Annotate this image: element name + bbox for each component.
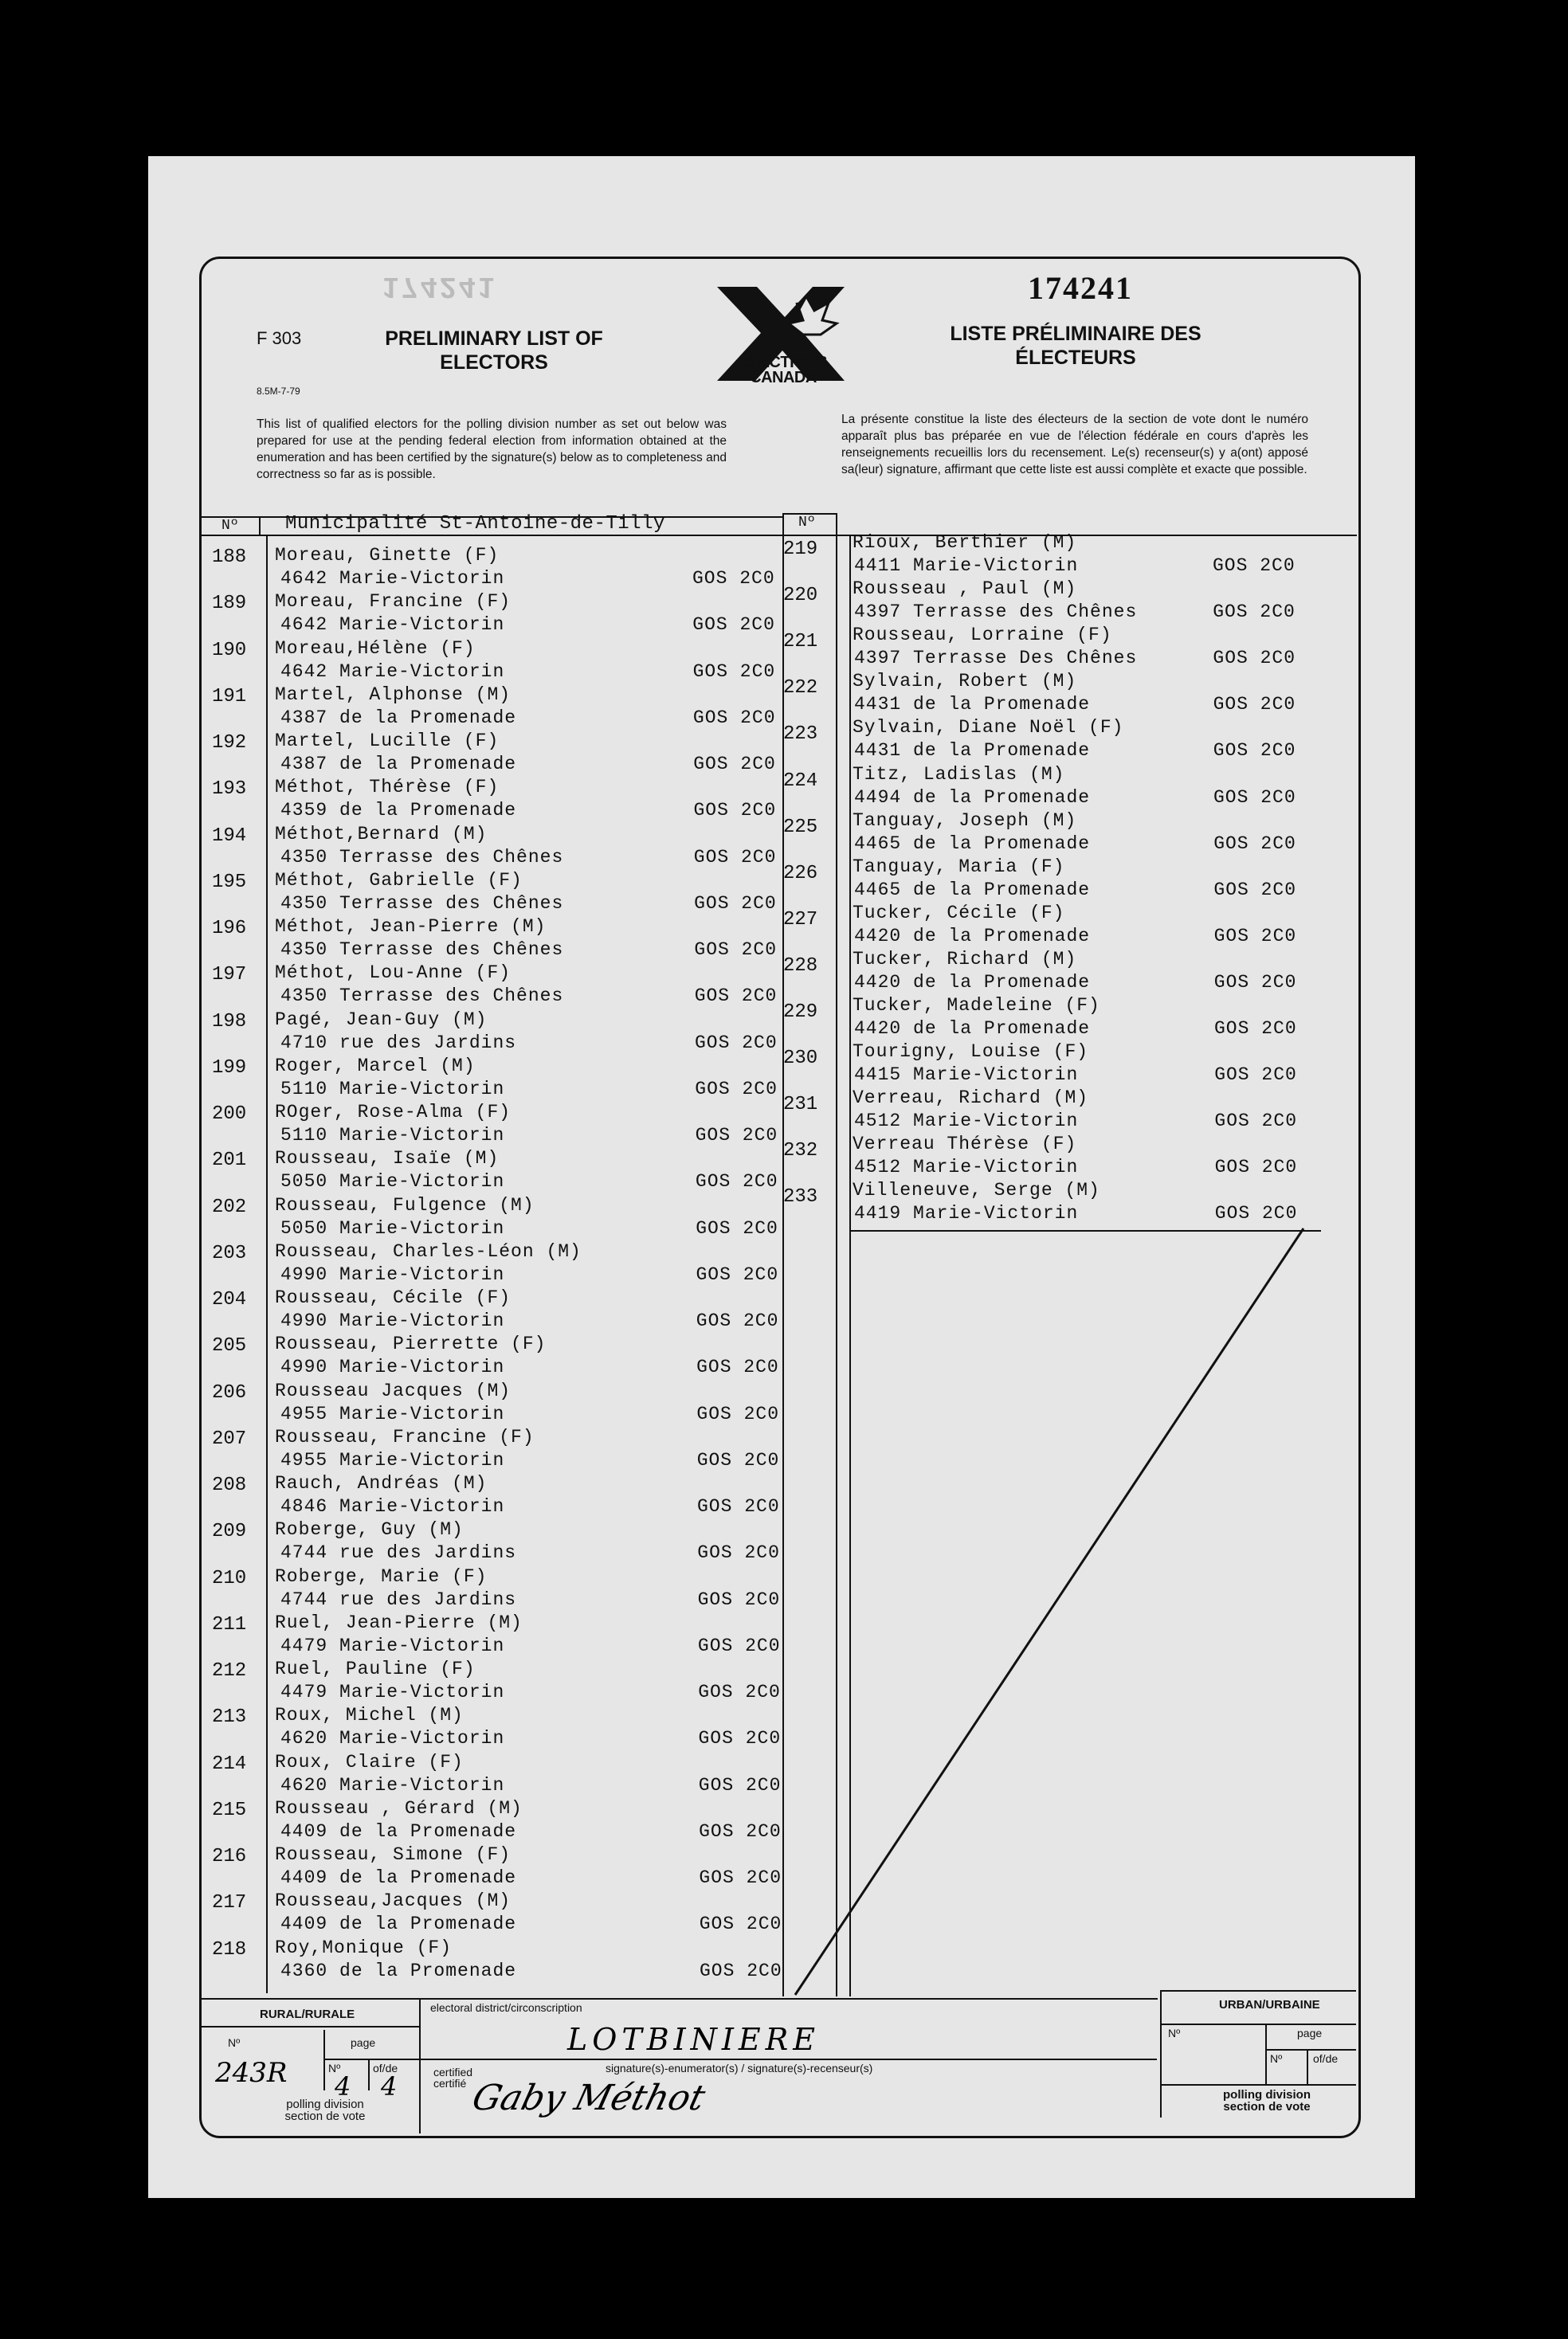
elector-address: 4411 Marie-Victorin xyxy=(854,555,1079,576)
postal-code: GOS 2C0 xyxy=(692,614,775,636)
elector-address: 4744 rue des Jardins xyxy=(280,1542,517,1564)
rural-page-divider xyxy=(368,2059,370,2090)
elector-number: 222 xyxy=(783,677,818,699)
urban-box-bottom-line xyxy=(1162,2084,1356,2086)
elector-name: Roger, Marcel (M) xyxy=(275,1055,476,1076)
elector-name: Villeneuve, Serge (M) xyxy=(853,1180,1100,1201)
elector-address: 4744 rue des Jardins xyxy=(280,1589,517,1610)
void-diagonal-line xyxy=(789,1224,1331,2004)
postal-code: GOS 2C0 xyxy=(1213,694,1296,715)
postal-code: GOS 2C0 xyxy=(698,1728,782,1749)
elector-address: 4465 de la Promenade xyxy=(854,833,1091,854)
postal-code: GOS 2C0 xyxy=(696,1311,779,1331)
elector-name: Rousseau, Fulgence (M) xyxy=(275,1194,535,1216)
elector-address: 4620 Marie-Victorin xyxy=(280,1728,505,1749)
elector-address: 4350 Terrasse des Chênes xyxy=(280,892,564,914)
serial-stamp: 174241 xyxy=(382,272,498,304)
title-fr: LISTE PRÉLIMINAIRE DES ÉLECTEURS xyxy=(950,323,1201,369)
elector-name: Titz, Ladislas (M) xyxy=(853,763,1065,785)
elector-address: 4512 Marie-Victorin xyxy=(854,1157,1079,1178)
postal-code: GOS 2C0 xyxy=(693,754,776,774)
elector-address: 4642 Marie-Victorin xyxy=(280,614,505,636)
elector-address: 4990 Marie-Victorin xyxy=(280,1311,505,1331)
elector-number: 211 xyxy=(212,1613,247,1636)
elector-name: Roberge, Marie (F) xyxy=(275,1565,488,1587)
elector-number: 230 xyxy=(783,1048,818,1070)
elector-number: 226 xyxy=(783,862,818,884)
elector-number: 229 xyxy=(783,1001,818,1023)
postal-code: GOS 2C0 xyxy=(692,660,776,682)
district-label: electoral district/circonscription xyxy=(430,2001,582,2014)
elector-name: Tanguay, Joseph (M) xyxy=(853,809,1077,831)
elector-number: 205 xyxy=(212,1335,247,1358)
elector-name: Ruel, Jean-Pierre (M) xyxy=(275,1612,523,1633)
postal-code: GOS 2C0 xyxy=(695,1125,778,1146)
elector-name: Rousseau , Paul (M) xyxy=(853,578,1077,600)
elector-address: 4420 de la Promenade xyxy=(854,1018,1091,1039)
postal-code: GOS 2C0 xyxy=(1214,1157,1298,1178)
notice-en: This list of qualified electors for the polling division number as set out below was prepared for use at the pending federal election from information obtained at the enumeration and has been certified by the signature(s) below as to completeness and correctness so far as is possible. xyxy=(257,417,727,481)
elector-name: Tucker, Madeleine (F) xyxy=(853,995,1100,1016)
elector-address: 4846 Marie-Victorin xyxy=(280,1496,505,1517)
elector-address: 4494 de la Promenade xyxy=(854,786,1091,808)
elector-name: Roux, Michel (M) xyxy=(275,1705,464,1726)
elector-address: 4409 de la Promenade xyxy=(280,1914,517,1935)
postal-code: GOS 2C0 xyxy=(1213,740,1296,762)
elector-name: Méthot, Thérèse (F) xyxy=(275,777,500,798)
elector-number: 191 xyxy=(212,685,247,707)
elector-number: 206 xyxy=(212,1381,247,1404)
elector-number: 209 xyxy=(212,1521,247,1543)
urban-box-left-line xyxy=(1160,1990,1162,2118)
urban-page-label: page xyxy=(1297,2027,1323,2039)
postal-code: GOS 2C0 xyxy=(696,1403,780,1424)
postal-code: GOS 2C0 xyxy=(694,892,777,914)
postal-code: GOS 2C0 xyxy=(696,1264,779,1285)
district-value: LOTBINIERE xyxy=(567,2022,821,2057)
elector-address: 4479 Marie-Victorin xyxy=(280,1682,505,1702)
elector-address: 4990 Marie-Victorin xyxy=(280,1264,505,1285)
postal-code: GOS 2C0 xyxy=(695,1078,778,1099)
elector-number: 231 xyxy=(783,1094,818,1116)
elector-number: 189 xyxy=(212,593,247,615)
elector-address: 4360 de la Promenade xyxy=(280,1960,517,1981)
elector-number: 188 xyxy=(212,547,247,568)
postal-code: GOS 2C0 xyxy=(697,1635,781,1656)
elector-name: Rousseau, Simone (F) xyxy=(275,1844,512,1865)
postal-code: GOS 2C0 xyxy=(1213,555,1296,576)
elector-number: 196 xyxy=(212,918,247,939)
postal-code: GOS 2C0 xyxy=(1214,1018,1297,1039)
postal-code: GOS 2C0 xyxy=(696,1217,778,1239)
enumerator-signature: Gaby Méthot xyxy=(468,2078,710,2118)
elector-number: 223 xyxy=(783,723,818,746)
postal-code: GOS 2C0 xyxy=(696,1449,780,1471)
elector-address: 4419 Marie-Victorin xyxy=(854,1203,1079,1224)
elector-number: 192 xyxy=(212,732,247,754)
rural-box-right-line xyxy=(419,1998,421,2133)
elector-number: 200 xyxy=(212,1103,247,1125)
postal-code: GOS 2C0 xyxy=(692,707,776,728)
elector-name: Rousseau, Charles-Léon (M) xyxy=(275,1240,582,1262)
elector-address: 4955 Marie-Victorin xyxy=(280,1449,505,1471)
rural-page-of: 4 xyxy=(381,2071,398,2102)
postal-code: GOS 2C0 xyxy=(1213,601,1296,623)
postal-code: GOS 2C0 xyxy=(1214,1111,1298,1132)
postal-code: GOS 2C0 xyxy=(693,846,777,868)
left-number-column-line xyxy=(259,516,261,535)
urban-of-label: of/de xyxy=(1313,2052,1339,2065)
elector-name: ROger, Rose-Alma (F) xyxy=(275,1102,512,1122)
elector-address: 4420 de la Promenade xyxy=(854,925,1091,946)
postal-code: GOS 2C0 xyxy=(699,1914,782,1935)
elector-name: Martel, Alphonse (M) xyxy=(275,684,512,705)
elector-address: 4359 de la Promenade xyxy=(280,800,517,821)
urban-label: URBAN/URBAINE xyxy=(1219,1998,1320,2012)
elector-number: 215 xyxy=(212,1799,247,1821)
elector-number: 195 xyxy=(212,871,247,893)
elector-address: 4990 Marie-Victorin xyxy=(280,1357,505,1378)
elector-number: 202 xyxy=(212,1196,247,1218)
postal-code: GOS 2C0 xyxy=(1214,1203,1298,1224)
elector-name: Rousseau, Pierrette (F) xyxy=(275,1334,547,1355)
elector-name: Pagé, Jean-Guy (M) xyxy=(275,1009,488,1030)
elector-number: 201 xyxy=(212,1150,247,1172)
elector-address: 4512 Marie-Victorin xyxy=(854,1111,1079,1132)
elector-address: 4620 Marie-Victorin xyxy=(280,1774,505,1796)
elector-address: 5050 Marie-Victorin xyxy=(280,1171,505,1193)
elector-name: Rousseau, Francine (F) xyxy=(275,1426,535,1448)
elector-name: Méthot,Bernard (M) xyxy=(275,823,488,844)
postal-code: GOS 2C0 xyxy=(1213,786,1296,808)
rural-page-label: page xyxy=(351,2036,376,2049)
postal-code: GOS 2C0 xyxy=(698,1682,781,1702)
elector-name: Rousseau,Jacques (M) xyxy=(275,1890,512,1912)
rural-no-label: Nº xyxy=(228,2036,241,2049)
rural-polling-label: polling division section de vote xyxy=(284,2098,366,2123)
elector-address: 5110 Marie-Victorin xyxy=(280,1078,505,1099)
certified-label: certified certifié xyxy=(433,2066,473,2090)
elector-number: 217 xyxy=(212,1892,247,1914)
elector-address: 4415 Marie-Victorin xyxy=(854,1064,1079,1086)
elector-address: 4387 de la Promenade xyxy=(280,754,517,774)
elector-address: 4479 Marie-Victorin xyxy=(280,1635,505,1656)
form-code: F 303 xyxy=(257,328,302,348)
postal-code: GOS 2C0 xyxy=(695,1032,778,1053)
elector-name: Méthot, Lou-Anne (F) xyxy=(275,962,512,984)
list-header-number-right: Nº xyxy=(798,515,816,531)
elector-name: Rauch, Andréas (M) xyxy=(275,1473,488,1494)
municipality: Municipalité St-Antoine-de-Tilly xyxy=(285,513,665,535)
elector-address: 4642 Marie-Victorin xyxy=(280,660,505,682)
postal-code: GOS 2C0 xyxy=(694,985,778,1007)
footer-top-line xyxy=(202,1998,1158,2000)
elector-number: 221 xyxy=(783,631,818,653)
rural-division-number: 243R xyxy=(215,2057,288,2089)
elector-name: Tucker, Richard (M) xyxy=(853,948,1077,970)
elector-name: Sylvain, Diane Noël (F) xyxy=(853,717,1124,739)
elector-number: 208 xyxy=(212,1475,247,1496)
elector-address: 5110 Marie-Victorin xyxy=(280,1125,505,1146)
postal-code: GOS 2C0 xyxy=(694,939,778,960)
elector-name: Rousseau, Lorraine (F) xyxy=(853,625,1112,646)
left-entries-divider xyxy=(266,535,268,1993)
elector-name: Verreau, Richard (M) xyxy=(853,1087,1089,1109)
postal-code: GOS 2C0 xyxy=(696,1357,779,1378)
list-header-number: Nº xyxy=(221,518,239,534)
elector-number: 227 xyxy=(783,908,818,931)
elector-number: 190 xyxy=(212,639,247,661)
postal-code: GOS 2C0 xyxy=(1213,879,1297,900)
elector-name: Ruel, Pauline (F) xyxy=(275,1659,476,1679)
elector-number: 219 xyxy=(783,539,818,560)
rural-label-line xyxy=(202,2026,419,2028)
elector-name: Rousseau, Cécile (F) xyxy=(275,1287,512,1308)
rural-page-no-label: Nº xyxy=(328,2062,341,2075)
rural-label: RURAL/RURALE xyxy=(260,2008,355,2021)
postal-code: GOS 2C0 xyxy=(1213,833,1296,854)
elector-address: 4710 rue des Jardins xyxy=(280,1032,517,1053)
elector-name: Moreau, Ginette (F) xyxy=(275,545,500,566)
urban-page-no-label: Nº xyxy=(1270,2052,1283,2065)
postal-code: GOS 2C0 xyxy=(1213,648,1296,669)
postal-code: GOS 2C0 xyxy=(700,1960,782,1981)
elector-number: 232 xyxy=(783,1140,818,1162)
elector-name: Rousseau Jacques (M) xyxy=(275,1380,512,1401)
elector-name: Tourigny, Louise (F) xyxy=(853,1041,1089,1063)
signature-label: signature(s)-enumerator(s) / signature(s)-recenseur(s) xyxy=(606,2062,873,2075)
notice-fr: La présente constitue la liste des électeurs de la section de vote dont le numéro apparaît plus bas préparée en vue de l'élection fédérale en cours d'après les renseignements recueillis lors du recensement. Le(s) recenseur(s) y a(ont) apposé sa(leur) signature, affirmant que cette liste est aussi complète et exacte que possible. xyxy=(841,413,1308,476)
elector-name: Méthot, Jean-Pierre (M) xyxy=(275,916,547,937)
elector-number: 228 xyxy=(783,954,818,977)
urban-box-middle-line xyxy=(1265,2024,1267,2084)
elector-name: Tucker, Cécile (F) xyxy=(853,902,1065,923)
postal-code: GOS 2C0 xyxy=(698,1774,782,1796)
elector-address: 4420 de la Promenade xyxy=(854,971,1091,993)
elector-address: 4397 Terrasse des Chênes xyxy=(854,601,1138,623)
elector-number: 194 xyxy=(212,825,247,847)
elector-name: Méthot, Gabrielle (F) xyxy=(275,869,523,891)
elector-address: 4387 de la Promenade xyxy=(280,707,517,728)
elector-address: 4350 Terrasse des Chênes xyxy=(280,985,564,1007)
elector-address: 4409 de la Promenade xyxy=(280,1867,517,1888)
rural-page-number: 4 xyxy=(335,2071,351,2102)
postal-code: GOS 2C0 xyxy=(1214,1064,1297,1086)
elector-name: Moreau,Hélène (F) xyxy=(275,637,476,659)
postal-code: GOS 2C0 xyxy=(697,1589,781,1610)
elector-number: 193 xyxy=(212,778,247,801)
elector-address: 5050 Marie-Victorin xyxy=(280,1217,505,1239)
elector-name: Roux, Claire (F) xyxy=(275,1751,464,1773)
table-header-bottom-line xyxy=(202,535,1357,536)
elector-name: Tanguay, Maria (F) xyxy=(853,856,1065,877)
elector-address: 4642 Marie-Victorin xyxy=(280,568,505,589)
footer-top-line-right xyxy=(1162,1990,1356,1992)
rural-box-middle-line xyxy=(323,2030,325,2090)
elector-address: 4955 Marie-Victorin xyxy=(280,1403,505,1424)
elector-number: 214 xyxy=(212,1753,247,1775)
elector-name: Roberge, Guy (M) xyxy=(275,1519,464,1541)
elector-number: 218 xyxy=(212,1938,247,1961)
elector-name: Rousseau, Isaïe (M) xyxy=(275,1148,500,1170)
elector-name: Rousseau , Gérard (M) xyxy=(275,1797,523,1819)
elector-name: Roy,Monique (F) xyxy=(275,1937,453,1958)
elector-number: 216 xyxy=(212,1846,247,1867)
elector-number: 210 xyxy=(212,1567,247,1589)
urban-page-line xyxy=(1265,2049,1356,2051)
logo-text: ELECTIONS CANADA xyxy=(739,354,827,386)
elector-name: Sylvain, Robert (M) xyxy=(853,671,1077,692)
elector-address: 4397 Terrasse Des Chênes xyxy=(854,648,1138,669)
elector-address: 4409 de la Promenade xyxy=(280,1820,517,1842)
district-line xyxy=(419,2059,1157,2060)
postal-code: GOS 2C0 xyxy=(1213,925,1297,946)
serial-number: 174241 xyxy=(1028,270,1133,306)
elector-address: 4431 de la Promenade xyxy=(854,694,1091,715)
postal-code: GOS 2C0 xyxy=(693,800,777,821)
elector-number: 212 xyxy=(212,1660,247,1682)
postal-code: GOS 2C0 xyxy=(699,1820,782,1842)
elector-number: 198 xyxy=(212,1010,247,1032)
elector-number: 199 xyxy=(212,1056,247,1079)
urban-polling-label: polling division section de vote xyxy=(1223,2088,1311,2114)
elector-name: Verreau Thérèse (F) xyxy=(853,1134,1077,1155)
elector-address: 4431 de la Promenade xyxy=(854,740,1091,762)
elector-name: Rioux, Berthier (M) xyxy=(853,532,1077,553)
urban-label-line xyxy=(1162,2024,1356,2025)
elector-number: 225 xyxy=(783,816,818,838)
elector-number: 233 xyxy=(783,1186,818,1209)
postal-code: GOS 2C0 xyxy=(697,1542,780,1564)
elector-number: 197 xyxy=(212,964,247,986)
elector-number: 220 xyxy=(783,585,818,607)
elector-address: 4465 de la Promenade xyxy=(854,879,1091,900)
urban-no-label: Nº xyxy=(1168,2027,1181,2039)
elector-number: 224 xyxy=(783,770,818,792)
elector-number: 204 xyxy=(212,1289,247,1311)
urban-page-divider xyxy=(1307,2049,1308,2084)
rural-page-line xyxy=(323,2059,419,2060)
postal-code: GOS 2C0 xyxy=(697,1496,780,1517)
elector-address: 4350 Terrasse des Chênes xyxy=(280,939,564,960)
elector-number: 207 xyxy=(212,1428,247,1450)
postal-code: GOS 2C0 xyxy=(1213,971,1297,993)
title-en: PRELIMINARY LIST OF ELECTORS xyxy=(385,327,603,374)
postal-code: GOS 2C0 xyxy=(695,1171,778,1193)
elector-name: Martel, Lucille (F) xyxy=(275,731,500,751)
form-revision: 8.5M-7-79 xyxy=(257,386,300,397)
elector-number: 203 xyxy=(212,1242,247,1264)
elector-number: 213 xyxy=(212,1706,247,1729)
postal-code: GOS 2C0 xyxy=(692,568,775,589)
elector-name: Moreau, Francine (F) xyxy=(275,591,512,613)
rural-of-label: of/de xyxy=(373,2062,398,2075)
postal-code: GOS 2C0 xyxy=(699,1867,782,1888)
elector-address: 4350 Terrasse des Chênes xyxy=(280,846,564,868)
